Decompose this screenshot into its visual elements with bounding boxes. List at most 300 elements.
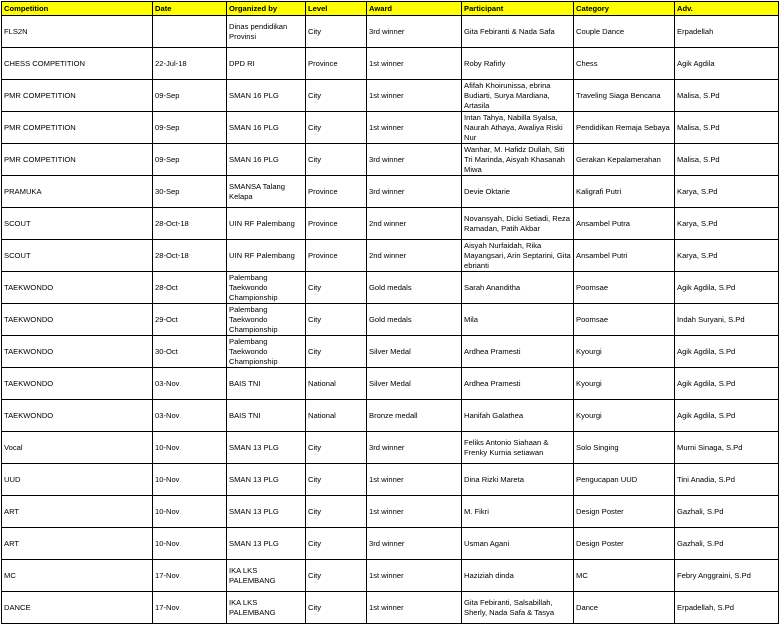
cell-text: 10-Nov (155, 506, 180, 516)
cell-adv[interactable] (675, 400, 779, 432)
cell-date[interactable] (153, 560, 227, 592)
cell-text: Palembang Taekwondo Championship (229, 336, 278, 366)
cell-text: Ardhea Pramesti (464, 378, 521, 388)
cell-text: Ansambel Putri (576, 250, 628, 260)
cell-participant[interactable] (462, 592, 574, 624)
cell-text: Province (308, 58, 338, 68)
cell-date[interactable] (153, 176, 227, 208)
cell-text: M. Fikri (464, 506, 489, 516)
table-row (2, 592, 779, 624)
cell-award[interactable] (367, 176, 462, 208)
cell-text: 03-Nov (155, 410, 180, 420)
cell-level[interactable] (306, 528, 367, 560)
cell-text: PMR COMPETITION (4, 122, 76, 132)
table-row (2, 464, 779, 496)
cell-participant[interactable] (462, 336, 574, 368)
cell-text: 09-Sep (155, 90, 180, 100)
cell-text: Vocal (4, 442, 23, 452)
cell-text: Design Poster (576, 538, 624, 548)
cell-date[interactable] (153, 368, 227, 400)
cell-adv[interactable] (675, 176, 779, 208)
cell-organized-by[interactable] (227, 464, 306, 496)
cell-text: National (308, 378, 336, 388)
cell-award[interactable] (367, 592, 462, 624)
cell-competition[interactable] (2, 304, 153, 336)
cell-text: City (308, 506, 322, 516)
cell-level[interactable] (306, 48, 367, 80)
cell-organized-by[interactable] (227, 560, 306, 592)
cell-text: Dina Rizki Mareta (464, 474, 524, 484)
cell-text: Poomsae (576, 314, 609, 324)
cell-award[interactable] (367, 16, 462, 48)
cell-text: 28-Oct-18 (155, 218, 189, 228)
cell-date[interactable] (153, 336, 227, 368)
cell-text: National (308, 410, 336, 420)
cell-category[interactable] (574, 80, 675, 112)
cell-text: Gita Febiranti, Salsabillah, Sherly, Nada Safa & Tasya (464, 597, 555, 617)
cell-text: Karya, S.Pd (677, 218, 718, 228)
cell-text: 09-Sep (155, 154, 180, 164)
cell-award[interactable] (367, 80, 462, 112)
cell-level[interactable] (306, 16, 367, 48)
cell-organized-by[interactable] (227, 240, 306, 272)
cell-category[interactable] (574, 144, 675, 176)
cell-organized-by[interactable] (227, 432, 306, 464)
cell-text: Malisa, S.Pd (677, 90, 720, 100)
cell-award[interactable] (367, 432, 462, 464)
cell-category[interactable] (574, 176, 675, 208)
cell-award[interactable] (367, 464, 462, 496)
header-row (2, 2, 779, 16)
cell-competition[interactable] (2, 208, 153, 240)
cell-participant[interactable] (462, 528, 574, 560)
cell-text: 1st winner (369, 474, 404, 484)
cell-award[interactable] (367, 48, 462, 80)
cell-text: City (308, 90, 322, 100)
cell-date[interactable] (153, 144, 227, 176)
cell-competition[interactable] (2, 336, 153, 368)
cell-participant[interactable] (462, 16, 574, 48)
cell-award[interactable] (367, 144, 462, 176)
table-row (2, 528, 779, 560)
cell-level[interactable] (306, 368, 367, 400)
table-row (2, 80, 779, 112)
table-row (2, 336, 779, 368)
cell-text: 28-Oct (155, 282, 178, 292)
cell-organized-by[interactable] (227, 16, 306, 48)
cell-category[interactable] (574, 112, 675, 144)
table-row (2, 48, 779, 80)
competition-table (1, 1, 779, 624)
cell-text: TAEKWONDO (4, 378, 54, 388)
cell-text: 1st winner (369, 506, 404, 516)
table-row (2, 400, 779, 432)
cell-text: UUD (4, 474, 21, 484)
cell-award[interactable] (367, 112, 462, 144)
spreadsheet (1, 1, 779, 624)
cell-text: 10-Nov (155, 538, 180, 548)
cell-award[interactable] (367, 560, 462, 592)
cell-adv[interactable] (675, 112, 779, 144)
cell-category[interactable] (574, 400, 675, 432)
cell-text: SMAN 13 PLG (229, 506, 279, 516)
cell-text: BAIS TNI (229, 410, 261, 420)
cell-category[interactable] (574, 16, 675, 48)
cell-text: Afifah Khoirunissa, ebrina Budiarti, Surya Mardiana, Artasila (464, 80, 551, 110)
cell-level[interactable] (306, 560, 367, 592)
cell-organized-by[interactable] (227, 80, 306, 112)
cell-text: SMAN 13 PLG (229, 442, 279, 452)
cell-text: Agik Agdila, S.Pd (677, 410, 736, 420)
cell-organized-by[interactable] (227, 528, 306, 560)
cell-level[interactable] (306, 176, 367, 208)
cell-category[interactable] (574, 336, 675, 368)
cell-text: 29-Oct (155, 314, 178, 324)
cell-participant[interactable] (462, 112, 574, 144)
cell-text: 2nd winner (369, 218, 407, 228)
cell-text: Erpadellah, S.Pd (677, 602, 734, 612)
cell-text: TAEKWONDO (4, 410, 54, 420)
cell-level[interactable] (306, 432, 367, 464)
column-header-participant[interactable]: Participant (462, 2, 574, 16)
cell-text: Traveling Siaga Bencana (576, 90, 661, 100)
cell-organized-by[interactable] (227, 144, 306, 176)
cell-text: Usman Agani (464, 538, 510, 548)
cell-award[interactable] (367, 528, 462, 560)
cell-award[interactable] (367, 336, 462, 368)
cell-text: Province (308, 218, 338, 228)
cell-text: 28-Oct-18 (155, 250, 189, 260)
cell-text: Solo Singing (576, 442, 619, 452)
cell-text: SMAN 16 PLG (229, 90, 279, 100)
cell-text: Sarah Ananditha (464, 282, 521, 292)
cell-participant[interactable] (462, 368, 574, 400)
cell-text: Devie Oktarie (464, 186, 511, 196)
cell-text: IKA LKS PALEMBANG (229, 565, 276, 585)
cell-text: SMAN 13 PLG (229, 538, 279, 548)
cell-text: Palembang Taekwondo Championship (229, 272, 278, 302)
cell-adv[interactable] (675, 80, 779, 112)
cell-text: Febry Anggraini, S.Pd (677, 570, 751, 580)
cell-date[interactable] (153, 80, 227, 112)
cell-text: ART (4, 538, 20, 548)
cell-participant[interactable] (462, 304, 574, 336)
cell-adv[interactable] (675, 240, 779, 272)
cell-text: Chess (576, 58, 598, 68)
cell-text: City (308, 474, 322, 484)
cell-competition[interactable] (2, 80, 153, 112)
cell-competition[interactable] (2, 432, 153, 464)
cell-competition[interactable] (2, 16, 153, 48)
cell-text: Kyourgi (576, 346, 602, 356)
cell-text: City (308, 570, 322, 580)
cell-category[interactable] (574, 48, 675, 80)
cell-award[interactable] (367, 496, 462, 528)
cell-participant[interactable] (462, 560, 574, 592)
cell-category[interactable] (574, 304, 675, 336)
cell-date[interactable] (153, 464, 227, 496)
cell-level[interactable] (306, 336, 367, 368)
cell-category[interactable] (574, 368, 675, 400)
cell-text: City (308, 26, 322, 36)
cell-organized-by[interactable] (227, 176, 306, 208)
cell-category[interactable] (574, 432, 675, 464)
cell-participant[interactable] (462, 144, 574, 176)
column-header-competition[interactable]: Competition (2, 2, 153, 16)
cell-text: FLS2N (4, 26, 28, 36)
cell-level[interactable] (306, 80, 367, 112)
cell-adv[interactable] (675, 16, 779, 48)
cell-competition[interactable] (2, 48, 153, 80)
cell-award[interactable] (367, 272, 462, 304)
cell-participant[interactable] (462, 208, 574, 240)
cell-level[interactable] (306, 144, 367, 176)
cell-text: 09-Sep (155, 122, 180, 132)
cell-competition[interactable] (2, 368, 153, 400)
cell-date[interactable] (153, 240, 227, 272)
cell-text: City (308, 346, 322, 356)
cell-text: TAEKWONDO (4, 346, 54, 356)
cell-organized-by[interactable] (227, 592, 306, 624)
cell-participant[interactable] (462, 432, 574, 464)
cell-level[interactable] (306, 240, 367, 272)
cell-adv[interactable] (675, 48, 779, 80)
cell-organized-by[interactable] (227, 48, 306, 80)
cell-category[interactable] (574, 208, 675, 240)
cell-text: Erpadellah (677, 26, 714, 36)
cell-date[interactable] (153, 112, 227, 144)
cell-text: DPD RI (229, 58, 255, 68)
cell-competition[interactable] (2, 240, 153, 272)
cell-level[interactable] (306, 592, 367, 624)
cell-text: 3rd winner (369, 186, 405, 196)
table-row (2, 240, 779, 272)
cell-date[interactable] (153, 528, 227, 560)
cell-competition[interactable] (2, 144, 153, 176)
cell-category[interactable] (574, 496, 675, 528)
cell-text: Novansyah, Dicki Setiadi, Reza Ramadan, Patih Akbar (464, 213, 570, 233)
cell-text: 1st winner (369, 90, 404, 100)
column-header-date[interactable]: Date (153, 2, 227, 16)
cell-competition[interactable] (2, 496, 153, 528)
cell-adv[interactable] (675, 336, 779, 368)
cell-text: Silver Medal (369, 346, 411, 356)
column-header-category[interactable]: Category (574, 2, 675, 16)
cell-text: SMAN 13 PLG (229, 474, 279, 484)
cell-organized-by[interactable] (227, 336, 306, 368)
cell-date[interactable] (153, 400, 227, 432)
table-row (2, 16, 779, 48)
cell-award[interactable] (367, 240, 462, 272)
cell-text: 1st winner (369, 122, 404, 132)
column-header-organized-by[interactable]: Organized by (227, 2, 306, 16)
cell-text: Gold medals (369, 282, 412, 292)
cell-text: City (308, 442, 322, 452)
table-row (2, 304, 779, 336)
cell-adv[interactable] (675, 144, 779, 176)
cell-text: Kaligrafi Putri (576, 186, 622, 196)
cell-text: Feliks Antonio Siahaan & Frenky Kurnia setiawan (464, 437, 549, 457)
cell-date[interactable] (153, 496, 227, 528)
cell-text: SMAN 16 PLG (229, 122, 279, 132)
cell-date[interactable] (153, 592, 227, 624)
cell-text: Design Poster (576, 506, 624, 516)
cell-date[interactable] (153, 272, 227, 304)
cell-level[interactable] (306, 496, 367, 528)
table-row (2, 112, 779, 144)
cell-text: Roby Rafirly (464, 58, 506, 68)
cell-award[interactable] (367, 368, 462, 400)
cell-text: 03-Nov (155, 378, 180, 388)
cell-adv[interactable] (675, 208, 779, 240)
cell-award[interactable] (367, 208, 462, 240)
cell-adv[interactable] (675, 464, 779, 496)
cell-date[interactable] (153, 48, 227, 80)
cell-level[interactable] (306, 112, 367, 144)
cell-text: City (308, 154, 322, 164)
cell-award[interactable] (367, 304, 462, 336)
cell-text: 2nd winner (369, 250, 407, 260)
cell-competition[interactable] (2, 272, 153, 304)
cell-text: ART (4, 506, 20, 516)
cell-participant[interactable] (462, 80, 574, 112)
cell-date[interactable] (153, 432, 227, 464)
cell-competition[interactable] (2, 112, 153, 144)
cell-competition[interactable] (2, 560, 153, 592)
cell-participant[interactable] (462, 272, 574, 304)
cell-organized-by[interactable] (227, 208, 306, 240)
cell-text: 10-Nov (155, 474, 180, 484)
cell-participant[interactable] (462, 464, 574, 496)
cell-text: Poomsae (576, 282, 609, 292)
cell-level[interactable] (306, 464, 367, 496)
cell-organized-by[interactable] (227, 400, 306, 432)
column-header-adv[interactable]: Adv. (675, 2, 779, 16)
table-row (2, 496, 779, 528)
cell-text: UIN RF Palembang (229, 250, 295, 260)
cell-date[interactable] (153, 208, 227, 240)
cell-organized-by[interactable] (227, 272, 306, 304)
cell-text: Dance (576, 602, 598, 612)
cell-text: Gold medals (369, 314, 412, 324)
cell-text: TAEKWONDO (4, 314, 54, 324)
cell-text: Haziziah dinda (464, 570, 514, 580)
cell-text: PMR COMPETITION (4, 90, 76, 100)
cell-text: Agik Agdila, S.Pd (677, 378, 736, 388)
cell-text: DANCE (4, 602, 31, 612)
cell-text: CHESS COMPETITION (4, 58, 86, 68)
table-row (2, 432, 779, 464)
table-body (2, 16, 779, 624)
cell-level[interactable] (306, 304, 367, 336)
cell-competition[interactable] (2, 400, 153, 432)
cell-text: 30-Sep (155, 186, 180, 196)
cell-text: 3rd winner (369, 538, 405, 548)
cell-award[interactable] (367, 400, 462, 432)
cell-text: Gerakan Kepalamerahan (576, 154, 661, 164)
cell-text: PMR COMPETITION (4, 154, 76, 164)
cell-competition[interactable] (2, 528, 153, 560)
cell-text: Tini Anadia, S.Pd (677, 474, 735, 484)
cell-level[interactable] (306, 400, 367, 432)
cell-text: Karya, S.Pd (677, 186, 718, 196)
cell-participant[interactable] (462, 240, 574, 272)
cell-category[interactable] (574, 528, 675, 560)
cell-organized-by[interactable] (227, 368, 306, 400)
cell-adv[interactable] (675, 432, 779, 464)
cell-organized-by[interactable] (227, 112, 306, 144)
cell-text: SMANSA Talang Kelapa (229, 181, 285, 201)
cell-participant[interactable] (462, 48, 574, 80)
cell-text: Bronze medall (369, 410, 418, 420)
cell-participant[interactable] (462, 176, 574, 208)
column-header-award[interactable]: Award (367, 2, 462, 16)
cell-adv[interactable] (675, 272, 779, 304)
cell-text: IKA LKS PALEMBANG (229, 597, 276, 617)
cell-text: Kyourgi (576, 410, 602, 420)
cell-organized-by[interactable] (227, 304, 306, 336)
cell-category[interactable] (574, 560, 675, 592)
cell-text: 3rd winner (369, 154, 405, 164)
column-header-level[interactable]: Level (306, 2, 367, 16)
cell-adv[interactable] (675, 304, 779, 336)
cell-date[interactable] (153, 16, 227, 48)
cell-adv[interactable] (675, 368, 779, 400)
cell-competition[interactable] (2, 464, 153, 496)
cell-organized-by[interactable] (227, 496, 306, 528)
cell-text: City (308, 122, 322, 132)
table-row (2, 144, 779, 176)
cell-text: UIN RF Palembang (229, 218, 295, 228)
cell-text: 3rd winner (369, 442, 405, 452)
cell-text: BAIS TNI (229, 378, 261, 388)
cell-adv[interactable] (675, 592, 779, 624)
cell-adv[interactable] (675, 560, 779, 592)
cell-text: 1st winner (369, 570, 404, 580)
cell-text: PRAMUKA (4, 186, 42, 196)
cell-text: 17-Nov (155, 570, 180, 580)
table-row (2, 368, 779, 400)
cell-participant[interactable] (462, 496, 574, 528)
cell-text: Malisa, S.Pd (677, 122, 720, 132)
cell-text: Ansambel Putra (576, 218, 631, 228)
cell-text: City (308, 538, 322, 548)
cell-text: City (308, 602, 322, 612)
cell-text: Gazhali, S.Pd (677, 538, 724, 548)
cell-text: Silver Medal (369, 378, 411, 388)
cell-text: Pengucapan UUD (576, 474, 638, 484)
table-row (2, 208, 779, 240)
cell-adv[interactable] (675, 496, 779, 528)
cell-competition[interactable] (2, 176, 153, 208)
cell-category[interactable] (574, 272, 675, 304)
cell-participant[interactable] (462, 400, 574, 432)
cell-text: 22-Jul-18 (155, 58, 187, 68)
cell-category[interactable] (574, 240, 675, 272)
cell-competition[interactable] (2, 592, 153, 624)
cell-date[interactable] (153, 304, 227, 336)
cell-text: Hanifah Galathea (464, 410, 524, 420)
cell-category[interactable] (574, 464, 675, 496)
cell-adv[interactable] (675, 528, 779, 560)
cell-level[interactable] (306, 208, 367, 240)
cell-text: Couple Dance (576, 26, 625, 36)
cell-text: MC (576, 570, 588, 580)
cell-text: Intan Tahya, Nabilla Syalsa, Naurah Athaya, Awaliya Riski Nur (464, 112, 563, 142)
cell-level[interactable] (306, 272, 367, 304)
cell-text: Kyourgi (576, 378, 602, 388)
cell-category[interactable] (574, 592, 675, 624)
